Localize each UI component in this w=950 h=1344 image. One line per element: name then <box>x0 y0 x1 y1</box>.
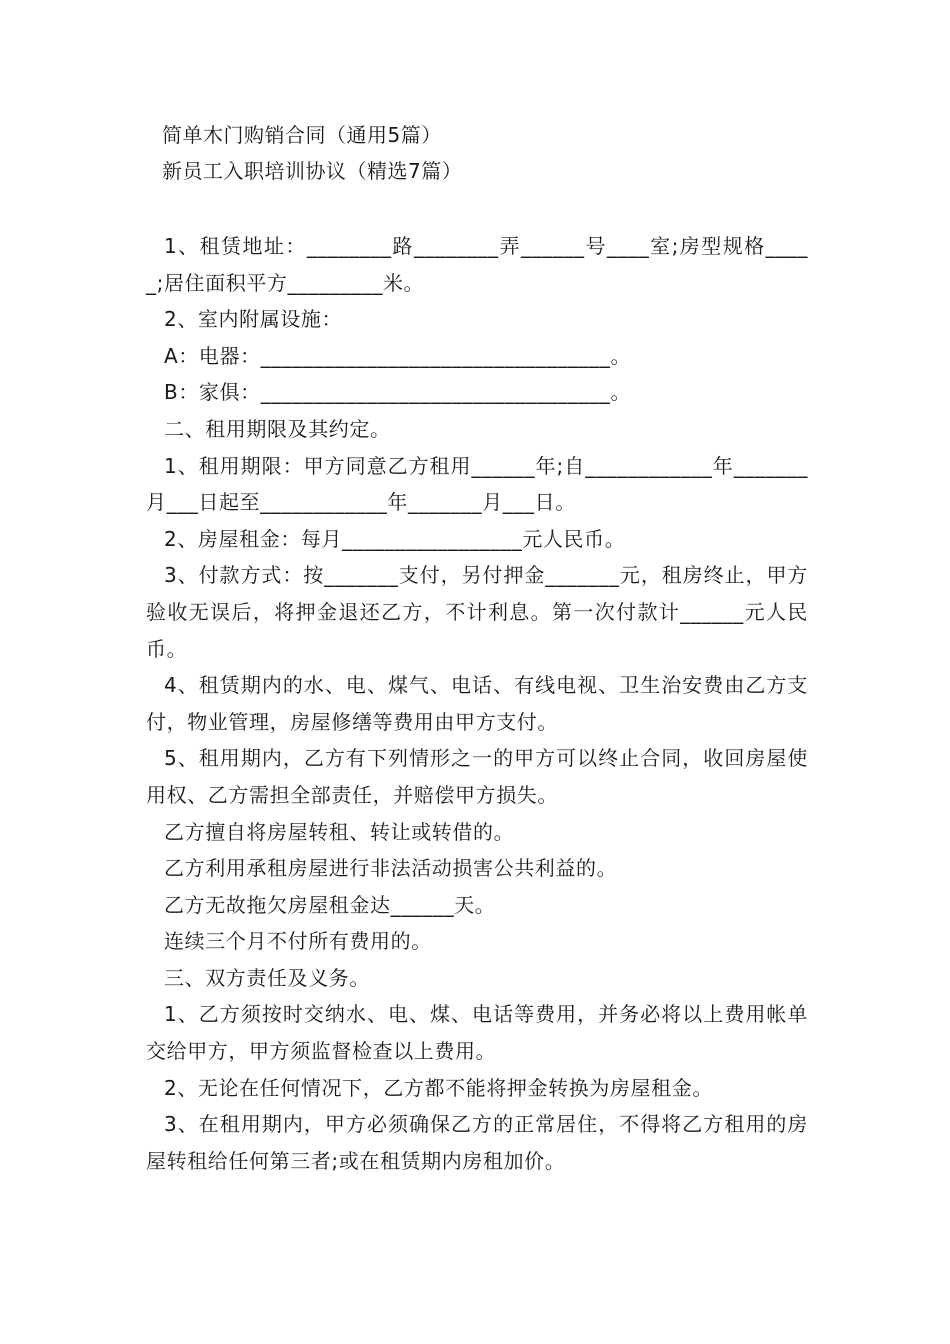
related-title-2: 新员工入职培训协议（精选7篇） <box>162 159 463 183</box>
clause-payment: 3、付款方式：按_______支付，另付押金_______元，租房终止，甲方验收无误后，将押金退还乙方，不计利息。第一次付款计______元人民币。 <box>146 563 808 661</box>
clause-lease-term: 1、租用期限：甲方同意乙方租用______年;自____________年_______月___日起至____________年_______月___日。 <box>146 453 808 515</box>
clause-illegal-use: 乙方利用承租房屋进行非法活动损害公共利益的。 <box>164 856 618 881</box>
clause-deposit: 2、无论在任何情况下，乙方都不能将押金转换为房屋租金。 <box>164 1075 713 1100</box>
clause-landlord-guarantee: 3、在租用期内，甲方必须确保乙方的正常居住，不得将乙方租用的房屋转租给任何第三者;或在租赁期内房租加价。 <box>146 1112 808 1173</box>
section-heading-duties: 三、双方责任及义务。 <box>164 965 370 990</box>
related-title-1: 简单木门购销合同（通用5篇） <box>162 123 442 147</box>
clause-facilities: 2、室内附属设施： <box>164 307 343 332</box>
clause-fee-payment: 1、乙方须按时交纳水、电、煤、电话等费用，并务必将以上费用帐单交给甲方，甲方须监督检查以上费用。 <box>146 1002 808 1064</box>
clause-termination: 5、租用期内，乙方有下列情形之一的甲方可以终止合同，收回房屋使用权、乙方需担全部责任，并赔偿甲方损失。 <box>146 746 808 807</box>
clause-arrears: 乙方无故拖欠房屋租金达______天。 <box>164 892 496 917</box>
clause-furniture: B：家俱：_________________________________。 <box>164 380 632 405</box>
clause-address: 1、租赁地址：________路________弄______号____室;房型规格_____;居住面积平方_________米。 <box>146 234 808 295</box>
contract-body <box>146 228 808 1179</box>
clause-unpaid-fees: 连续三个月不付所有费用的。 <box>164 929 432 954</box>
section-heading-term: 二、租用期限及其约定。 <box>164 416 391 441</box>
clause-rent: 2、房屋租金：每月_________________元人民币。 <box>164 526 626 551</box>
clause-appliances: A：电器：_________________________________。 <box>164 343 632 368</box>
clause-sublet: 乙方擅自将房屋转租、转让或转借的。 <box>164 819 515 844</box>
clause-utilities: 4、租赁期内的水、电、煤气、电话、有线电视、卫生治安费由乙方支付，物业管理，房屋修缮等费用由甲方支付。 <box>146 673 808 734</box>
related-titles <box>162 117 822 189</box>
